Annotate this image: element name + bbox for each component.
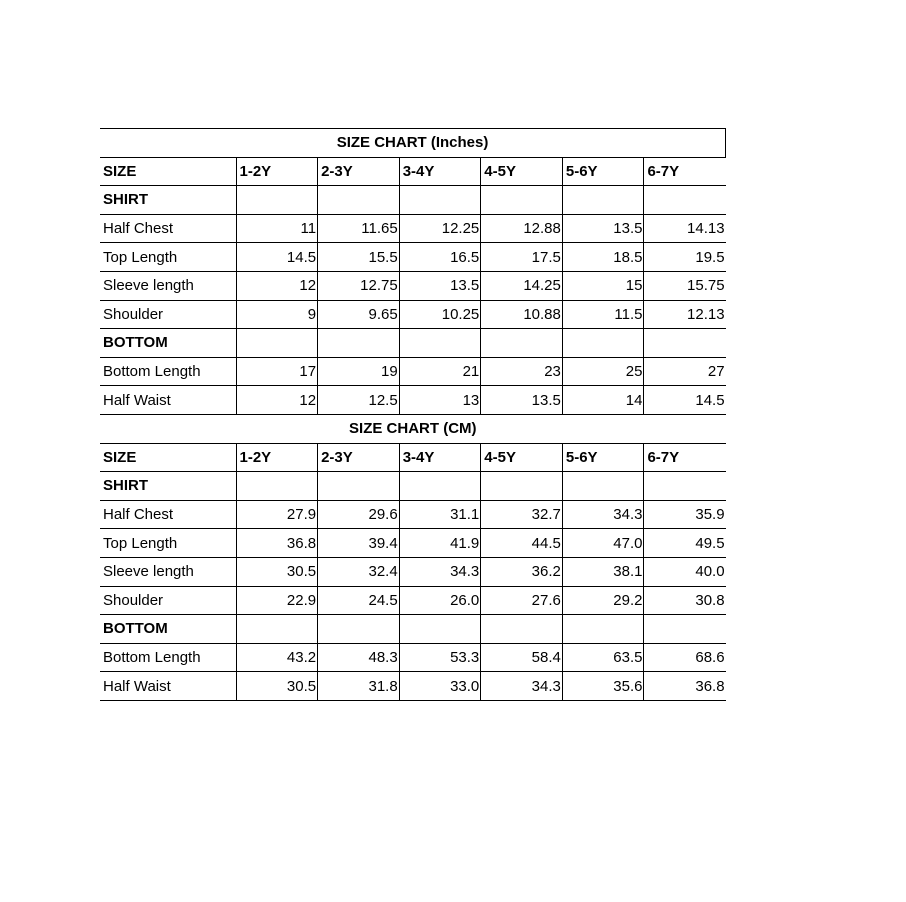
inches-shirt-section-row bbox=[100, 186, 726, 215]
measurement-cell: 16.5 bbox=[399, 243, 481, 272]
table-row bbox=[100, 214, 726, 243]
measurement-cell: 11.5 bbox=[562, 300, 644, 329]
measurement-cell: 19.5 bbox=[644, 243, 726, 272]
measurement-cell: 22.9 bbox=[236, 586, 318, 615]
empty-cell bbox=[644, 329, 726, 358]
measurement-cell: 17 bbox=[236, 357, 318, 386]
inches-size-column-header: 6-7Y bbox=[644, 157, 726, 186]
measurement-cell: 10.88 bbox=[481, 300, 563, 329]
measurement-cell: 21 bbox=[399, 357, 481, 386]
measurement-cell: 30.5 bbox=[236, 672, 318, 701]
empty-cell bbox=[644, 186, 726, 215]
measurement-cell: 12 bbox=[236, 271, 318, 300]
empty-cell bbox=[644, 472, 726, 501]
measurement-cell: 13.5 bbox=[481, 386, 563, 415]
measurement-cell: 36.8 bbox=[644, 672, 726, 701]
cm-size-header: SIZE bbox=[100, 443, 236, 472]
empty-cell bbox=[399, 329, 481, 358]
measurement-cell: 30.5 bbox=[236, 557, 318, 586]
table-row bbox=[100, 529, 726, 558]
measurement-cell: 58.4 bbox=[481, 643, 563, 672]
cm-size-column-header: 1-2Y bbox=[236, 443, 318, 472]
row-label: Sleeve length bbox=[100, 271, 236, 300]
empty-cell bbox=[236, 186, 318, 215]
table-row bbox=[100, 557, 726, 586]
measurement-cell: 41.9 bbox=[399, 529, 481, 558]
measurement-cell: 30.8 bbox=[644, 586, 726, 615]
table-row bbox=[100, 271, 726, 300]
row-label: Half Waist bbox=[100, 386, 236, 415]
cm-size-column-header: 3-4Y bbox=[399, 443, 481, 472]
row-label: Sleeve length bbox=[100, 557, 236, 586]
measurement-cell: 15.5 bbox=[318, 243, 400, 272]
measurement-cell: 39.4 bbox=[318, 529, 400, 558]
measurement-cell: 68.6 bbox=[644, 643, 726, 672]
table-row bbox=[100, 357, 726, 386]
measurement-cell: 35.6 bbox=[562, 672, 644, 701]
measurement-cell: 27.9 bbox=[236, 500, 318, 529]
row-label: Half Waist bbox=[100, 672, 236, 701]
measurement-cell: 34.3 bbox=[562, 500, 644, 529]
row-label: Half Chest bbox=[100, 214, 236, 243]
empty-cell bbox=[318, 186, 400, 215]
inches-shirt-label: SHIRT bbox=[100, 186, 236, 215]
measurement-cell: 36.8 bbox=[236, 529, 318, 558]
cm-size-column-header: 2-3Y bbox=[318, 443, 400, 472]
measurement-cell: 35.9 bbox=[644, 500, 726, 529]
measurement-cell: 29.2 bbox=[562, 586, 644, 615]
cm-shirt-label: SHIRT bbox=[100, 472, 236, 501]
measurement-cell: 32.7 bbox=[481, 500, 563, 529]
inches-size-column-header: 2-3Y bbox=[318, 157, 400, 186]
measurement-cell: 14.25 bbox=[481, 271, 563, 300]
row-label: Bottom Length bbox=[100, 357, 236, 386]
measurement-cell: 11.65 bbox=[318, 214, 400, 243]
empty-cell bbox=[236, 472, 318, 501]
cm-bottom-label: BOTTOM bbox=[100, 615, 236, 644]
empty-cell bbox=[481, 186, 563, 215]
measurement-cell: 14 bbox=[562, 386, 644, 415]
measurement-cell: 12.75 bbox=[318, 271, 400, 300]
measurement-cell: 9 bbox=[236, 300, 318, 329]
inches-size-column-header: 1-2Y bbox=[236, 157, 318, 186]
measurement-cell: 23 bbox=[481, 357, 563, 386]
cm-chart-title: SIZE CHART (CM) bbox=[100, 414, 726, 443]
measurement-cell: 31.8 bbox=[318, 672, 400, 701]
table-row bbox=[100, 500, 726, 529]
empty-cell bbox=[562, 615, 644, 644]
cm-size-column-header: 4-5Y bbox=[481, 443, 563, 472]
measurement-cell: 47.0 bbox=[562, 529, 644, 558]
measurement-cell: 38.1 bbox=[562, 557, 644, 586]
measurement-cell: 49.5 bbox=[644, 529, 726, 558]
table-row bbox=[100, 586, 726, 615]
measurement-cell: 15 bbox=[562, 271, 644, 300]
measurement-cell: 33.0 bbox=[399, 672, 481, 701]
cm-bottom-section-row bbox=[100, 615, 726, 644]
row-label: Shoulder bbox=[100, 586, 236, 615]
measurement-cell: 12.13 bbox=[644, 300, 726, 329]
measurement-cell: 44.5 bbox=[481, 529, 563, 558]
measurement-cell: 14.5 bbox=[236, 243, 318, 272]
measurement-cell: 10.25 bbox=[399, 300, 481, 329]
table-row bbox=[100, 243, 726, 272]
inches-size-column-header: 5-6Y bbox=[562, 157, 644, 186]
inches-bottom-section-row bbox=[100, 329, 726, 358]
measurement-cell: 9.65 bbox=[318, 300, 400, 329]
measurement-cell: 31.1 bbox=[399, 500, 481, 529]
measurement-cell: 29.6 bbox=[318, 500, 400, 529]
inches-size-header: SIZE bbox=[100, 157, 236, 186]
empty-cell bbox=[318, 615, 400, 644]
measurement-cell: 53.3 bbox=[399, 643, 481, 672]
inches-size-column-header: 3-4Y bbox=[399, 157, 481, 186]
measurement-cell: 12.88 bbox=[481, 214, 563, 243]
measurement-cell: 13.5 bbox=[399, 271, 481, 300]
measurement-cell: 14.5 bbox=[644, 386, 726, 415]
measurement-cell: 12 bbox=[236, 386, 318, 415]
inches-bottom-label: BOTTOM bbox=[100, 329, 236, 358]
measurement-cell: 48.3 bbox=[318, 643, 400, 672]
measurement-cell: 40.0 bbox=[644, 557, 726, 586]
empty-cell bbox=[562, 329, 644, 358]
empty-cell bbox=[562, 186, 644, 215]
empty-cell bbox=[644, 615, 726, 644]
measurement-cell: 36.2 bbox=[481, 557, 563, 586]
empty-cell bbox=[318, 329, 400, 358]
empty-cell bbox=[236, 615, 318, 644]
size-chart-table bbox=[100, 128, 726, 701]
measurement-cell: 15.75 bbox=[644, 271, 726, 300]
cm-shirt-section-row bbox=[100, 472, 726, 501]
empty-cell bbox=[481, 472, 563, 501]
measurement-cell: 32.4 bbox=[318, 557, 400, 586]
measurement-cell: 34.3 bbox=[399, 557, 481, 586]
size-chart bbox=[100, 128, 726, 715]
inches-size-column-header: 4-5Y bbox=[481, 157, 563, 186]
empty-cell bbox=[399, 615, 481, 644]
empty-cell bbox=[318, 472, 400, 501]
row-label: Shoulder bbox=[100, 300, 236, 329]
measurement-cell: 63.5 bbox=[562, 643, 644, 672]
measurement-cell: 24.5 bbox=[318, 586, 400, 615]
measurement-cell: 11 bbox=[236, 214, 318, 243]
empty-cell bbox=[399, 472, 481, 501]
empty-cell bbox=[481, 329, 563, 358]
inches-title-row bbox=[100, 129, 726, 158]
cm-title-row bbox=[100, 414, 726, 443]
empty-cell bbox=[236, 329, 318, 358]
measurement-cell: 19 bbox=[318, 357, 400, 386]
measurement-cell: 12.25 bbox=[399, 214, 481, 243]
measurement-cell: 17.5 bbox=[481, 243, 563, 272]
measurement-cell: 26.0 bbox=[399, 586, 481, 615]
row-label: Bottom Length bbox=[100, 643, 236, 672]
inches-chart-title: SIZE CHART (Inches) bbox=[100, 129, 726, 158]
table-row bbox=[100, 300, 726, 329]
measurement-cell: 27 bbox=[644, 357, 726, 386]
measurement-cell: 13.5 bbox=[562, 214, 644, 243]
cm-size-column-header: 5-6Y bbox=[562, 443, 644, 472]
measurement-cell: 27.6 bbox=[481, 586, 563, 615]
table-row bbox=[100, 643, 726, 672]
measurement-cell: 18.5 bbox=[562, 243, 644, 272]
measurement-cell: 12.5 bbox=[318, 386, 400, 415]
measurement-cell: 43.2 bbox=[236, 643, 318, 672]
inches-header-row bbox=[100, 157, 726, 186]
measurement-cell: 25 bbox=[562, 357, 644, 386]
empty-cell bbox=[481, 615, 563, 644]
cm-size-column-header: 6-7Y bbox=[644, 443, 726, 472]
row-label: Top Length bbox=[100, 529, 236, 558]
measurement-cell: 13 bbox=[399, 386, 481, 415]
cm-header-row bbox=[100, 443, 726, 472]
row-label: Top Length bbox=[100, 243, 236, 272]
empty-cell bbox=[562, 472, 644, 501]
empty-cell bbox=[399, 186, 481, 215]
measurement-cell: 34.3 bbox=[481, 672, 563, 701]
table-row bbox=[100, 386, 726, 415]
measurement-cell: 14.13 bbox=[644, 214, 726, 243]
row-label: Half Chest bbox=[100, 500, 236, 529]
table-row bbox=[100, 672, 726, 701]
